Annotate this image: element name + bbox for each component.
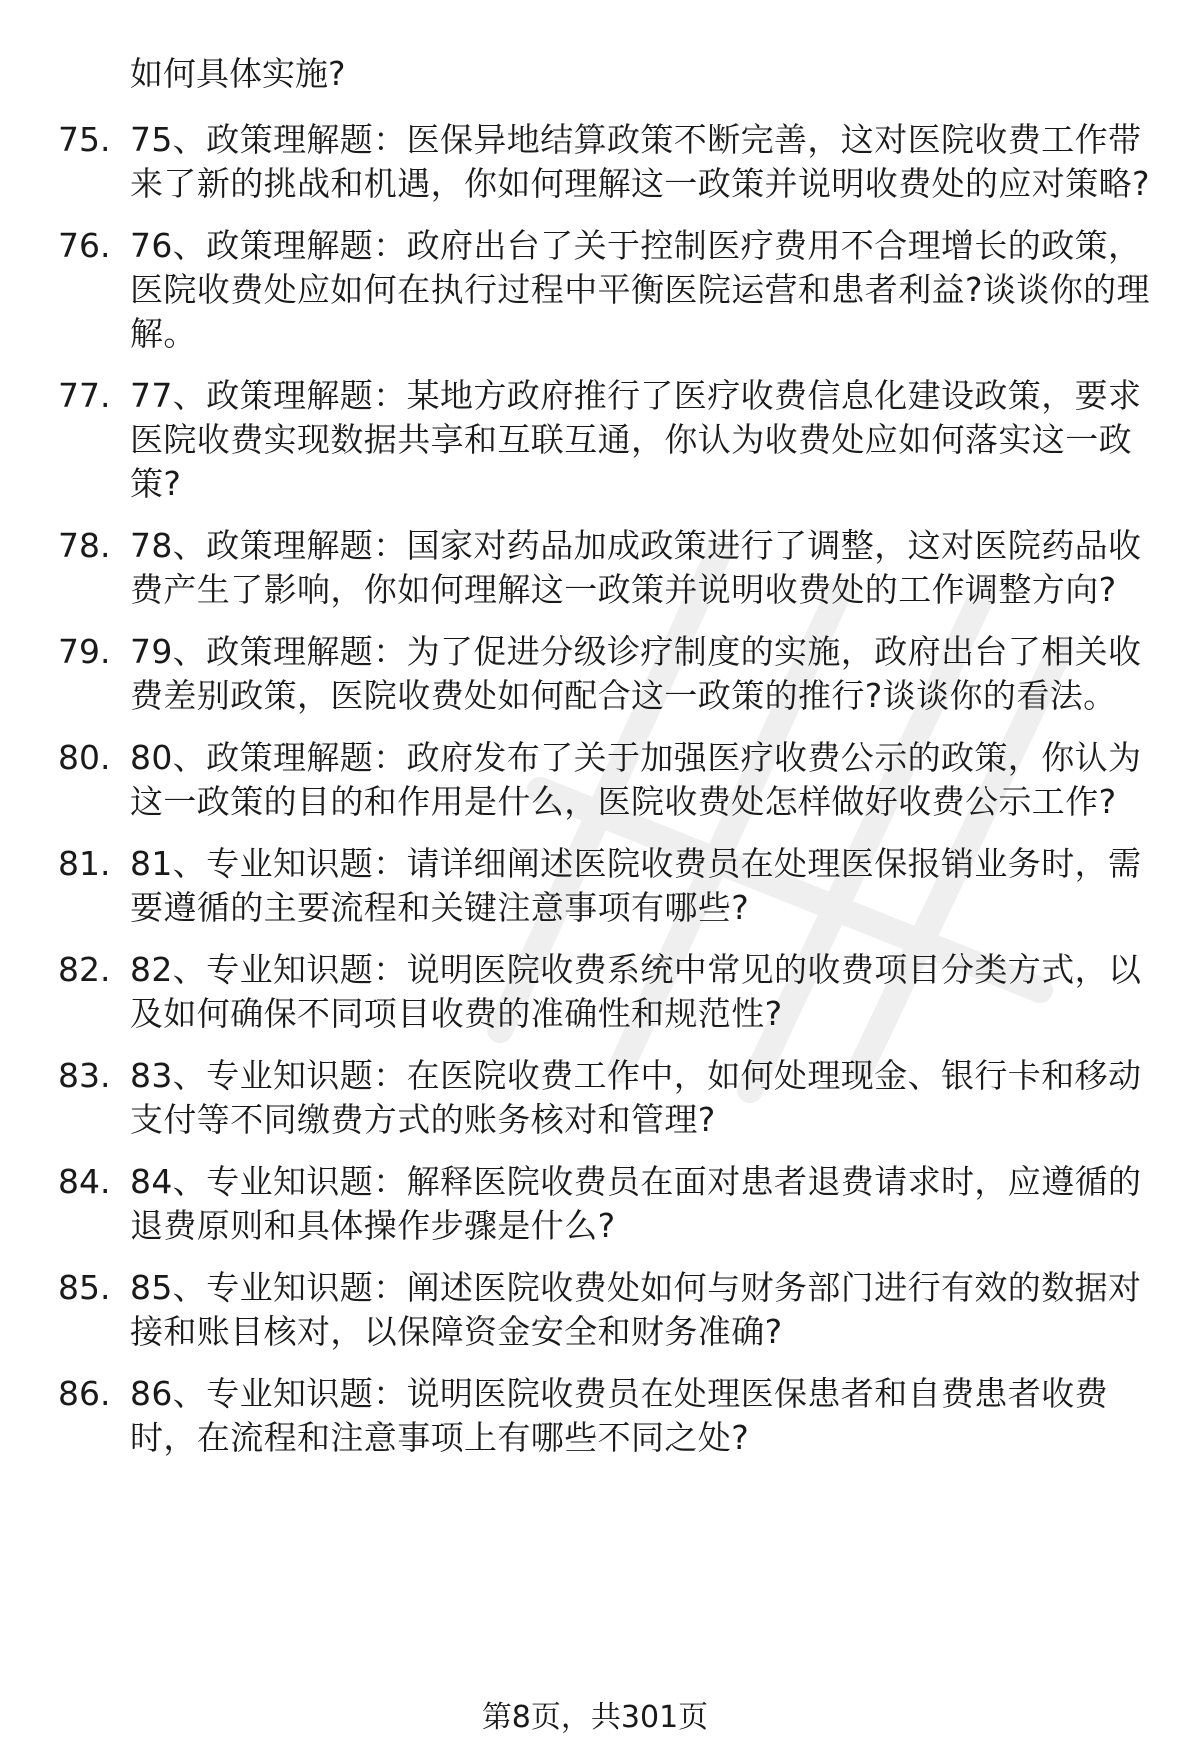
list-item xyxy=(0,842,1190,930)
item-text: 79、政策理解题：为了促进分级诊疗制度的实施，政府出台了相关收费差别政策，医院收费处如何配合这一政策的推行?谈谈你的看法。 xyxy=(130,632,1142,715)
list-item xyxy=(0,224,1190,356)
item-text: 83、专业知识题：在医院收费工作中，如何处理现金、银行卡和移动支付等不同缴费方式的账务核对和管理? xyxy=(130,1056,1142,1139)
item-number: 81. xyxy=(58,844,111,883)
item-number: 79. xyxy=(58,632,111,671)
item-text: 84、专业知识题：解释医院收费员在面对患者退费请求时，应遵循的退费原则和具体操作步骤是什么? xyxy=(130,1162,1142,1245)
item-number: 86. xyxy=(58,1374,111,1413)
item-text: 82、专业知识题：说明医院收费系统中常见的收费项目分类方式，以及如何确保不同项目收费的准确性和规范性? xyxy=(130,950,1142,1033)
item-text: 86、专业知识题：说明医院收费员在处理医保患者和自费患者收费时，在流程和注意事项上有哪些不同之处? xyxy=(130,1374,1108,1457)
list-item xyxy=(0,374,1190,506)
item-text: 77、政策理解题：某地方政府推行了医疗收费信息化建设政策，要求医院收费实现数据共享和互联互通，你认为收费处应如何落实这一政策? xyxy=(130,376,1142,503)
item-number: 78. xyxy=(58,526,111,565)
question-list xyxy=(0,118,1190,1478)
item-number: 83. xyxy=(58,1056,111,1095)
item-text: 76、政策理解题：政府出台了关于控制医疗费用不合理增长的政策，医院收费处应如何在执行过程中平衡医院运营和患者利益?谈谈你的理解。 xyxy=(130,226,1150,353)
item-number: 75. xyxy=(58,120,111,159)
list-item xyxy=(0,1266,1190,1354)
list-item xyxy=(0,630,1190,718)
list-item xyxy=(0,118,1190,206)
item-number: 82. xyxy=(58,950,111,989)
item-text: 75、政策理解题：医保异地结算政策不断完善，这对医院收费工作带来了新的挑战和机遇，你如何理解这一政策并说明收费处的应对策略? xyxy=(130,120,1150,203)
item-number: 77. xyxy=(58,376,111,415)
item-number: 76. xyxy=(58,226,111,265)
list-item xyxy=(0,948,1190,1036)
item-number: 84. xyxy=(58,1162,111,1201)
item-number: 85. xyxy=(58,1268,111,1307)
list-item xyxy=(0,1160,1190,1248)
list-item xyxy=(0,524,1190,612)
page-footer: 第8页，共301页 xyxy=(481,1700,709,1735)
continuation-text: 如何具体实施? xyxy=(130,54,346,93)
list-item xyxy=(0,1372,1190,1460)
list-item xyxy=(0,736,1190,824)
item-text: 78、政策理解题：国家对药品加成政策进行了调整，这对医院药品收费产生了影响，你如何理解这一政策并说明收费处的工作调整方向? xyxy=(130,526,1142,609)
list-item xyxy=(0,1054,1190,1142)
item-text: 85、专业知识题：阐述医院收费处如何与财务部门进行有效的数据对接和账目核对，以保障资金安全和财务准确? xyxy=(130,1268,1142,1351)
item-text: 80、政策理解题：政府发布了关于加强医疗收费公示的政策，你认为这一政策的目的和作用是什么，医院收费处怎样做好收费公示工作? xyxy=(130,738,1142,821)
item-number: 80. xyxy=(58,738,111,777)
item-text: 81、专业知识题：请详细阐述医院收费员在处理医保报销业务时，需要遵循的主要流程和关键注意事项有哪些? xyxy=(130,844,1142,927)
